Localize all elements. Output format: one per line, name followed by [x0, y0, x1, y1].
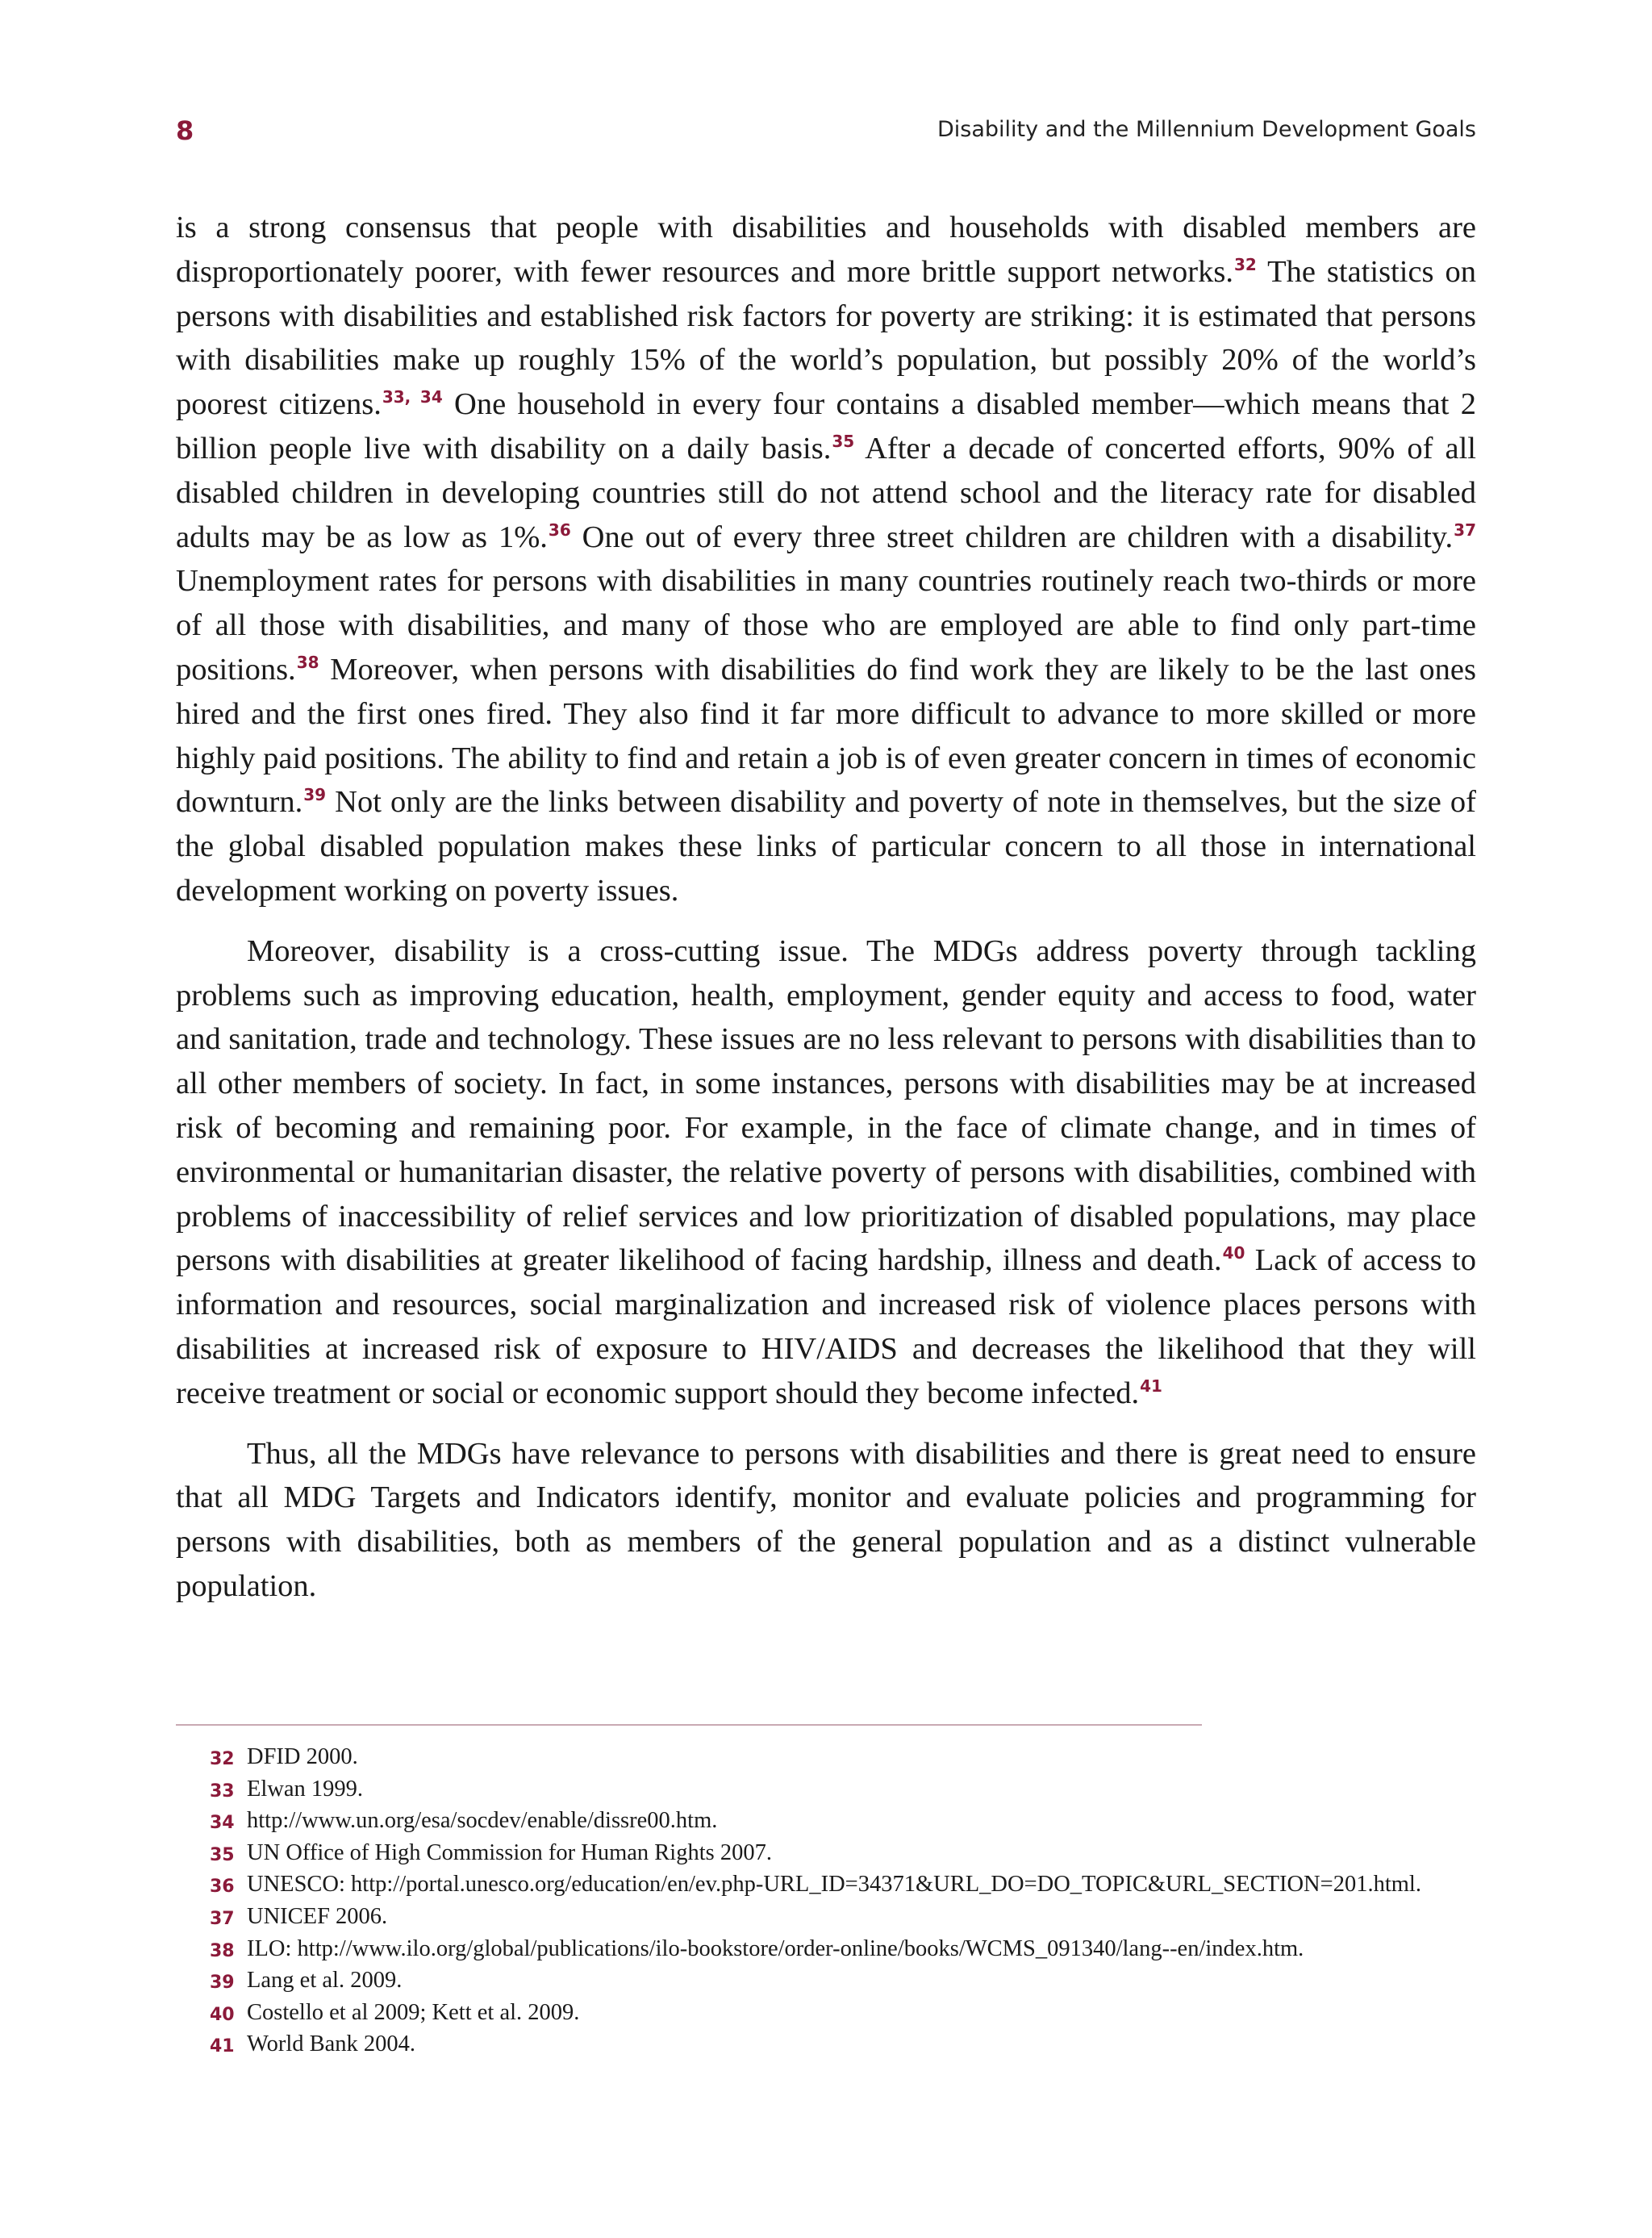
footnote-reference[interactable]: 33, 34 — [382, 387, 443, 407]
footnote-number: 41 — [210, 2036, 235, 2057]
footnote-number: 38 — [210, 1940, 235, 1961]
text-run: One household in every four contains a disabled member—which means that 2 billion people live with disability on a daily basis. — [176, 387, 1476, 466]
footnote-text: http://www.un.org/esa/socdev/enable/dissre00.htm. — [247, 1808, 718, 1834]
footnotes — [176, 1741, 1476, 2061]
footnote-number: 37 — [210, 1908, 235, 1929]
body-text — [176, 206, 1476, 1625]
footnote-number: 39 — [210, 1973, 235, 1994]
footnote-item — [176, 2028, 1476, 2061]
text-run: is a strong consensus that people with disabilities and households with disabled members are disproportionately poorer, with fewer resources and more brittle support networks. — [176, 211, 1476, 289]
footnote-reference[interactable]: 36 — [548, 520, 571, 540]
footnote-reference[interactable]: 32 — [1233, 254, 1257, 274]
footnote-reference[interactable]: 38 — [296, 652, 319, 672]
paragraph-2 — [176, 929, 1476, 1416]
footnote-number: 40 — [210, 2004, 235, 2025]
footnote-item — [176, 1773, 1476, 1806]
text-run: One out of every three street children are children with a disability. — [570, 520, 1454, 554]
footnote-number: 33 — [210, 1781, 235, 1802]
footnote-item — [176, 1741, 1476, 1773]
footnote-reference[interactable]: 40 — [1222, 1243, 1245, 1263]
footnote-item — [176, 1901, 1476, 1933]
text-run: Lack of access to information and resources, social marginalization and increased risk of violence places persons with disabilities at increased risk of exposure to HIV/AIDS and decreases the likelihood that they will receive treatment or social or economic support should they become infected. — [176, 1243, 1476, 1410]
paragraph-3 — [176, 1432, 1476, 1609]
footnote-reference[interactable]: 39 — [303, 785, 327, 805]
footnote-text: UNESCO: http://portal.unesco.org/education/en/ev.php-URL_ID=34371&URL_DO=DO_TOPIC&URL_SECTION=201.html. — [247, 1872, 1421, 1898]
text-run: Thus, all the MDGs have relevance to persons with disabilities and there is great need to ensure that all MDG Targets and Indicators identify, monitor and evaluate policies and programming for persons with disabilities, both as members of the general population and as a distinct vulnerable population. — [176, 1436, 1476, 1603]
text-run: Moreover, when persons with disabilities do find work they are likely to be the last ones hired and the first ones fired. They also find it far more difficult to advance to more skilled or more highly paid positions. The ability to find and retain a job is of even greater concern in times of economic downturn. — [176, 652, 1476, 820]
footnote-reference[interactable]: 37 — [1454, 520, 1476, 540]
footnote-item — [176, 1933, 1476, 1965]
text-run: After a decade of concerted efforts, 90% of all disabled children in developing countries still do not attend school and the literacy rate for disabled adults may be as low as 1%. — [176, 431, 1476, 554]
footnote-number: 34 — [210, 1813, 235, 1834]
footnote-text: Costello et al 2009; Kett et al. 2009. — [247, 1999, 580, 2025]
footnote-divider — [176, 1724, 1202, 1726]
text-run: Moreover, disability is a cross-cutting issue. The MDGs address poverty through tackling problems such as improving education, health, employment, gender equity and access to food, water and sanitation, trade and technology. These issues are no less relevant to persons with disabilities than to all other members of society. In fact, in some instances, persons with disabilities may be at increased risk of becoming and remaining poor. For example, in the face of climate change, and in times of environmental or humanitarian disaster, the relative poverty of persons with disabilities, combined with problems of inaccessibility of relief services and low prioritization of disabled populations, may place persons with disabilities at greater likelihood of facing hardship, illness and death. — [176, 933, 1476, 1278]
running-title: Disability and the Millennium Development Goals — [937, 117, 1476, 142]
footnote-text: UN Office of High Commission for Human Rights 2007. — [247, 1839, 772, 1865]
footnote-text: UNICEF 2006. — [247, 1903, 388, 1929]
footnote-text: Elwan 1999. — [247, 1776, 364, 1802]
footnote-number: 36 — [210, 1877, 235, 1898]
footnote-text: ILO: http://www.ilo.org/global/publications/ilo-bookstore/order-online/books/WCMS_091340/lang--en/index.htm. — [247, 1935, 1304, 1961]
footnote-item — [176, 1805, 1476, 1837]
paragraph-1 — [176, 206, 1476, 913]
page-number: 8 — [176, 115, 194, 146]
footnote-item — [176, 1997, 1476, 2029]
footnote-number: 32 — [210, 1749, 235, 1769]
footnote-number: 35 — [210, 1844, 235, 1865]
footnote-item — [176, 1965, 1476, 1997]
footnote-text: Lang et al. 2009. — [247, 1968, 403, 1994]
footnote-item — [176, 1868, 1476, 1901]
footnote-reference[interactable]: 35 — [832, 431, 855, 451]
footnote-text: DFID 2000. — [247, 1744, 358, 1769]
text-run: Unemployment rates for persons with disabilities in many countries routinely reach two-thirds or more of all those with disabilities, and many of those who are employed are able to find only part-time positions. — [176, 564, 1476, 687]
running-header — [176, 115, 1476, 156]
footnote-item — [176, 1837, 1476, 1869]
footnote-text: World Bank 2004. — [247, 2031, 416, 2057]
footnote-reference[interactable]: 41 — [1140, 1376, 1162, 1396]
text-run: Not only are the links between disability and poverty of note in themselves, but the size of the global disabled population makes these links of particular concern to all those in international development working on poverty issues. — [176, 785, 1476, 908]
text-run: The statistics on persons with disabilities and established risk factors for poverty are striking: it is estimated that persons with disabilities make up roughly 15% of the world’s population, but possibly 20% of the world’s poorest citizens. — [176, 254, 1476, 422]
